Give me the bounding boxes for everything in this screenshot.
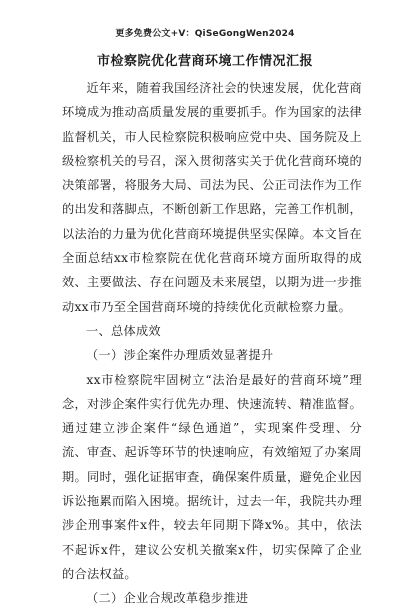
header-note: 更多免费公文+V：QiSeGongWen2024 — [115, 29, 295, 39]
subsection-paragraph-1: xx市检察院牢固树立“法治是最好的营商环境”理念，对涉企案件实行优先办理、快速流转、精准监督。通过建立涉企案件“绿色通道”，实现案件受理、分流、审查、起诉等环节的快速响应，有效缩短了办案周期。同时，强化证据审查，确保案件质量，避免企业因诉讼拖累而陷入困境。据统计，过去一年，我院共办理涉企刑事案件x件，较去年同期下降x%。其中，依法不起诉x件，建议公安机关撤案x件，切实保障了企业的合法权益。 — [62, 372, 362, 581]
subsection-heading-2: （二）企业合规改革稳步推进 — [86, 591, 249, 606]
document-body — [62, 76, 362, 611]
section-heading: 一、总体成效 — [86, 323, 161, 338]
intro-paragraph: 近年来，随着我国经济社会的快速发展，优化营商环境成为推动高质量发展的重要抓手。作为国家的法律监督机关，市人民检察院积极响应党中央、国务院及上级检察机关的号召，深入贯彻落实关于优化营商环境的决策部署，将服务大局、司法为民、公正司法作为工作的出发和落脚点，不断创新工作思路，完善工作机制，以法治的力量为优化营商环境提供坚实保障。本文旨在全面总结xx市检察院在优化营商环境方面所取得的成效、主要做法、存在问题及未来展望，以期为进一步推动xx市乃至全国营商环境的持续优化贡献检察力量。 — [62, 81, 362, 314]
subsection-heading-1: （一）涉企案件办理质效显著提升 — [86, 348, 274, 363]
document-title: 市检察院优化营商环境工作情况汇报 — [96, 54, 313, 69]
